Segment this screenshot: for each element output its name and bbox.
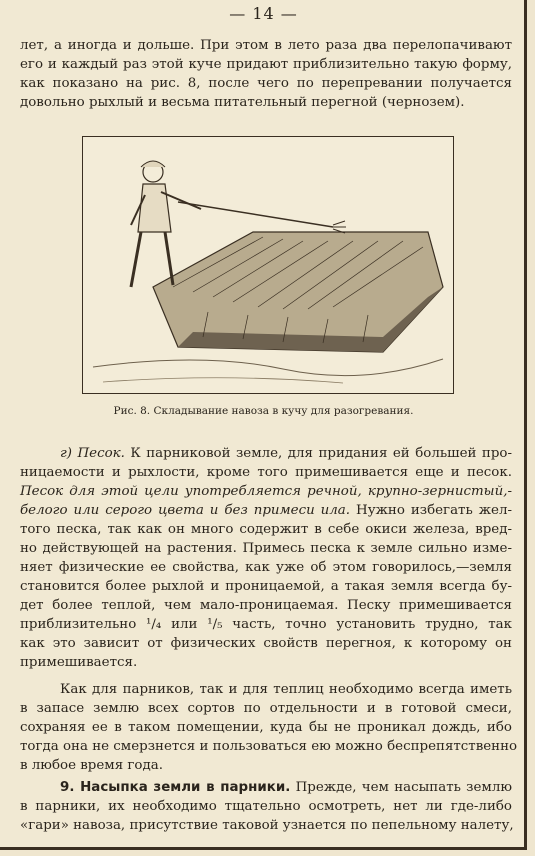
text-line: лет, а иногда и дольше. При этом в лето раза два перелопачивают — [20, 38, 512, 53]
text-line: сохраняя ее в таком помещении, куда бы не проникал дождь, ибо — [20, 720, 512, 735]
text-line: его и каждый раз этой куче придают приблизительно такую форму, — [20, 57, 512, 72]
page-number: — 14 — — [229, 4, 298, 23]
text-line — [20, 501, 512, 520]
text-line: того песка, так как он много содержит в себе окиси железа, вред- — [20, 522, 512, 537]
text-line: становится более рыхлой и проницаемой, а такая земля всегда бу- — [20, 579, 512, 594]
text-line: довольно рыхлый и весьма питательный перегной (чернозем). — [20, 95, 465, 110]
manure-pile-drawing — [83, 137, 452, 392]
text-line: в запасе землю всех сортов по отдельности и в готовой смеси, — [20, 701, 512, 716]
text-line-tail: Нужно избегать жел- — [356, 503, 512, 518]
text-line: примешивается. — [20, 655, 138, 670]
text-line: как показано на рис. 8, после чего по перепревании получается — [20, 76, 512, 91]
text-line-italic: белого или серого цвета и без примеси ила. — [20, 503, 351, 518]
text-line — [20, 778, 512, 797]
text-line: приблизительно ¹/₄ или ¹/₅ часть, точно установить трудно, так — [20, 617, 512, 632]
text-line-content: Прежде, чем насыпать землю — [295, 780, 512, 795]
text-line — [20, 444, 512, 463]
text-line: дет более теплой, чем мало-проницаемая. Песку примешивается — [20, 598, 512, 613]
figure-illustration — [82, 136, 454, 394]
text-line-content: К парниковой земле, для придания ей большей про- — [130, 446, 512, 461]
text-line: ницаемости и рыхлости, кроме того примешивается еще и песок. — [20, 465, 512, 480]
text-line: как это зависит от физических свойств перегноя, к которому он — [20, 636, 512, 651]
text-line: Как для парников, так и для теплиц необходимо всегда иметь — [60, 682, 512, 697]
text-line: но действующей на растения. Примесь песка к земле сильно изме- — [20, 541, 512, 556]
sand-heading: г) Песок. — [60, 446, 125, 461]
text-line: в парники, их необходимо тщательно осмотреть, нет ли где-либо — [20, 799, 512, 814]
section-heading: 9. Насыпка земли в парники. — [60, 780, 291, 795]
storage-paragraph — [20, 680, 518, 775]
text-line: «гари» навоза, присутствие таковой узнается по пепельному налету, — [20, 818, 514, 833]
intro-paragraph — [20, 36, 512, 112]
text-line: Песок для этой цели употребляется речной, крупно-зернистый,- — [20, 484, 512, 499]
text-line: в любое время года. — [20, 758, 163, 773]
text-line: тогда она не смерзнется и пользоваться ею можно беспрепятственно — [20, 739, 518, 754]
text-line: няет физические ее свойства, как уже об этом говорилось,—земля — [20, 560, 512, 575]
section-9-paragraph — [20, 778, 512, 835]
sand-paragraph — [20, 444, 512, 672]
figure-caption: Рис. 8. Складывание навоза в кучу для разогревания. — [113, 405, 414, 417]
